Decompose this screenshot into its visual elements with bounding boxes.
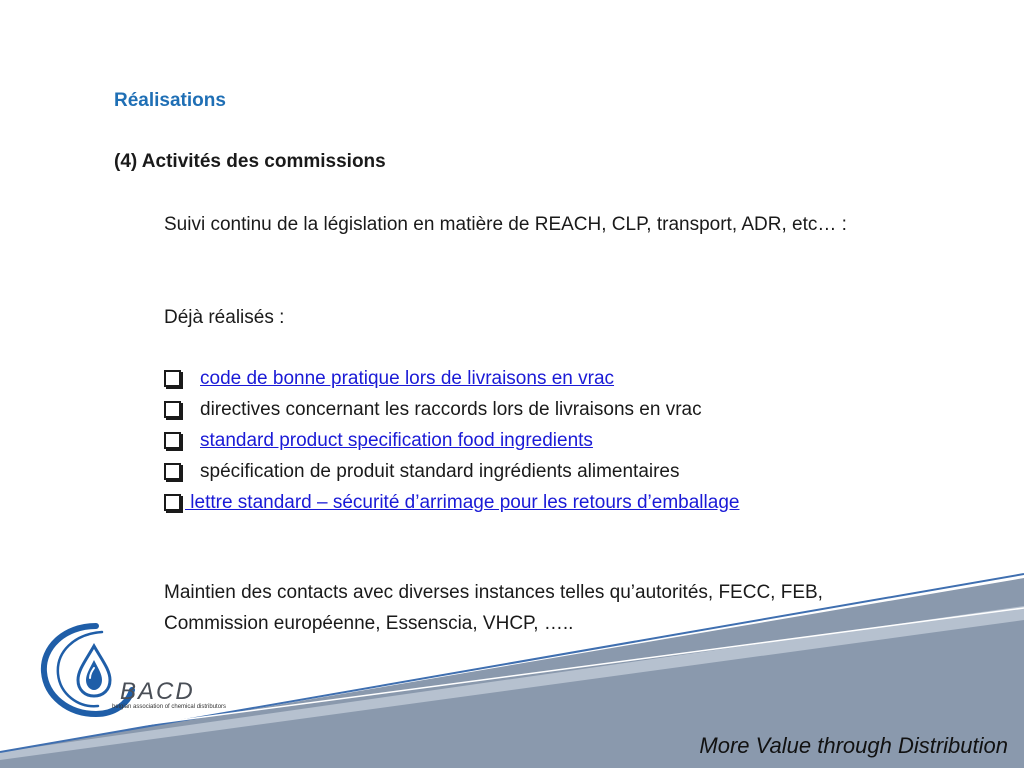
logo-tagline: belgian association of chemical distributors	[112, 704, 227, 710]
achievements-list	[164, 363, 739, 518]
list-item	[164, 394, 739, 425]
section-title: (4) Activités des commissions	[114, 151, 386, 172]
list-item-text: directives concernant les raccords lors de livraisons en vrac	[200, 399, 702, 420]
list-item	[164, 487, 739, 518]
slide-heading: Réalisations	[114, 90, 226, 111]
footer-tagline: More Value through Distribution	[699, 733, 1008, 758]
done-label: Déjà réalisés :	[164, 307, 285, 328]
checkbox-bullet-icon	[164, 432, 181, 449]
list-item-text: spécification de produit standard ingrédients alimentaires	[200, 461, 680, 482]
logo-wordmark: BACD	[120, 678, 195, 705]
checkbox-bullet-icon	[164, 370, 181, 387]
intro-paragraph: Suivi continu de la législation en matière de REACH, CLP, transport, ADR, etc… :	[164, 214, 847, 235]
list-item	[164, 456, 739, 487]
checkbox-bullet-icon	[164, 401, 181, 418]
list-item	[164, 363, 739, 394]
link-bulk-delivery-code[interactable]: code de bonne pratique lors de livraisons en vrac	[200, 368, 615, 389]
contacts-paragraph: Maintien des contacts avec diverses instances telles qu’autorités, FECC, FEB, Commission européenne, Essenscia, VHCP, …..	[164, 582, 823, 634]
link-standard-letter[interactable]: lettre standard – sécurité d’arrimage pour les retours d’emballage	[185, 492, 740, 513]
link-food-ingredients-spec[interactable]: standard product specification food ingredients	[200, 430, 593, 451]
checkbox-bullet-icon	[164, 494, 181, 511]
checkbox-bullet-icon	[164, 463, 181, 480]
list-item	[164, 425, 739, 456]
